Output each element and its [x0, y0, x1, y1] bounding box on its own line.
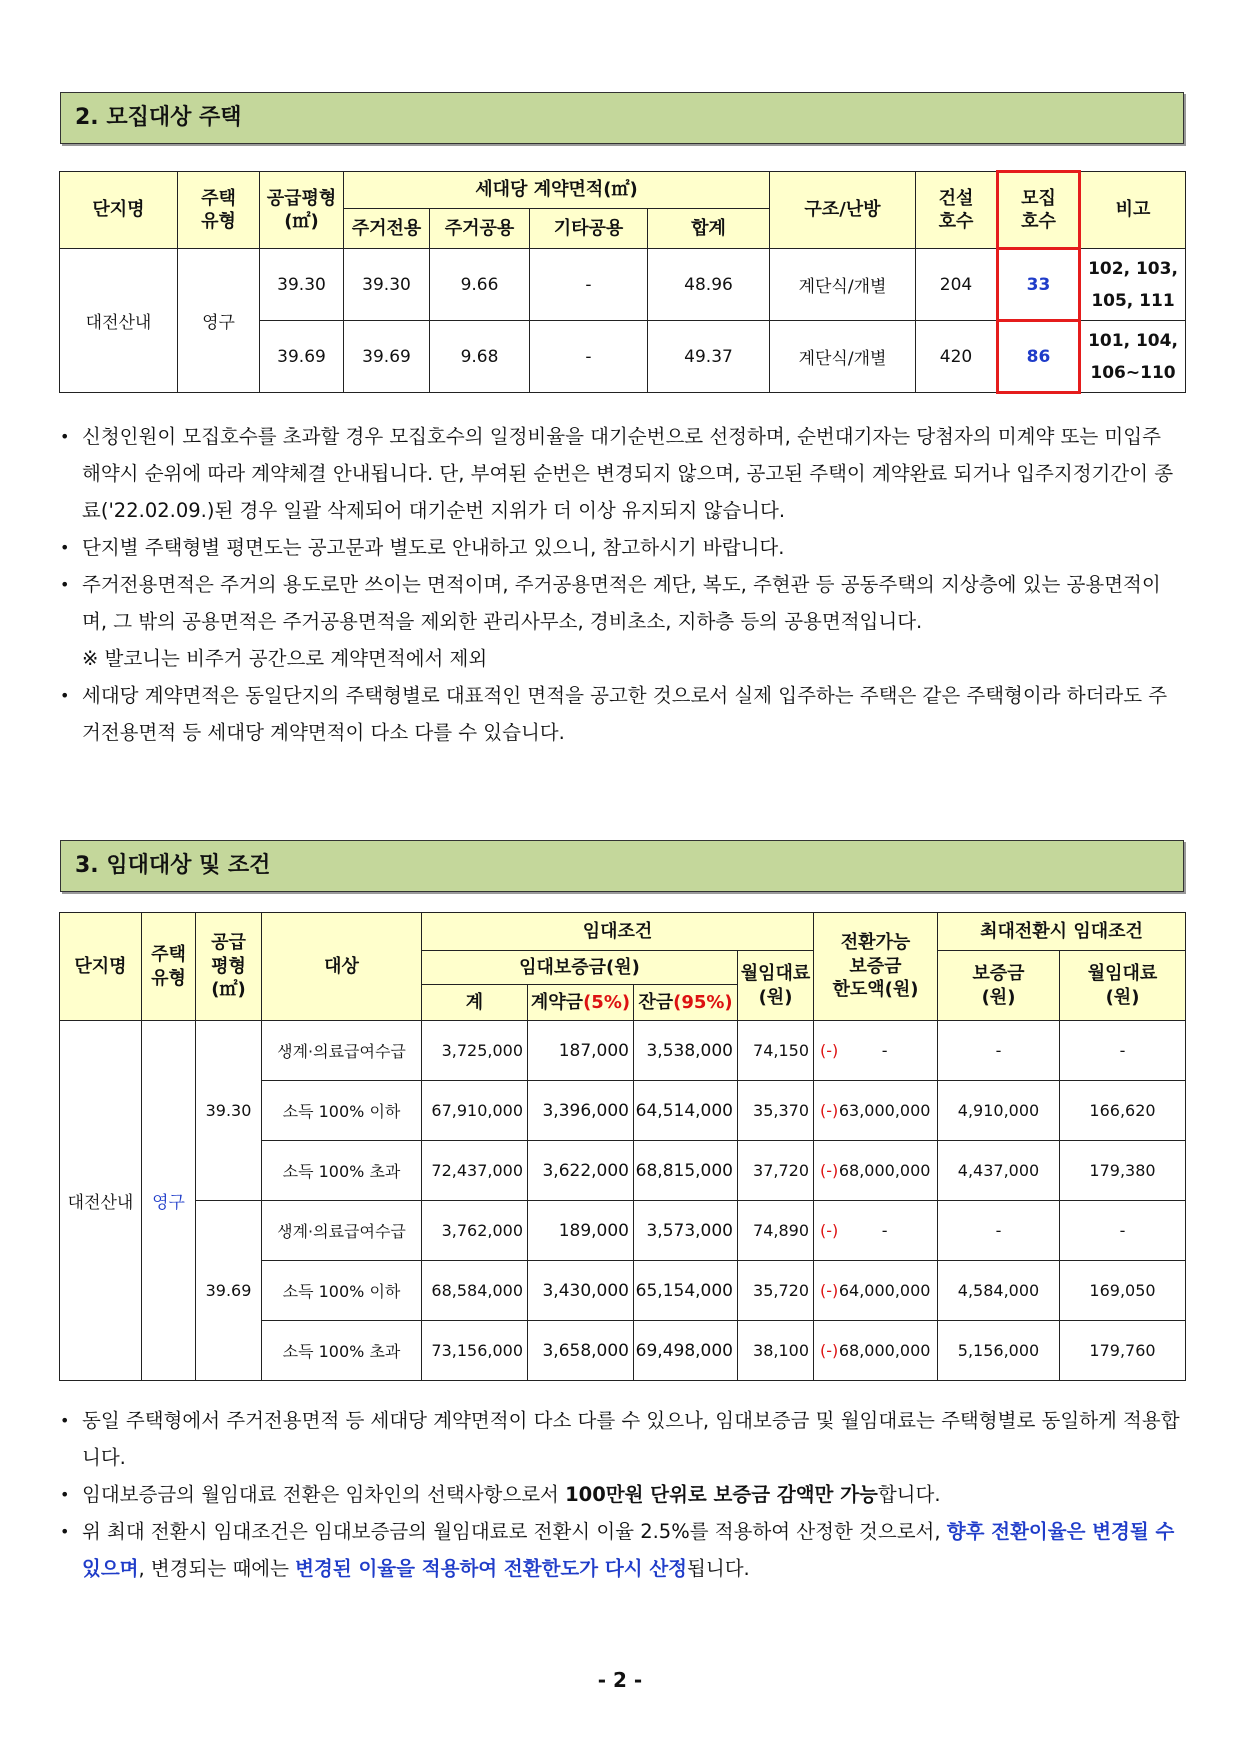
col-supply: 공급 평형 (㎡)	[196, 913, 262, 1021]
cell-convertible: (-) 68,000,000	[814, 1141, 938, 1201]
cell-convertible: (-) 63,000,000	[814, 1081, 938, 1141]
note-item: • 위 최대 전환시 임대조건은 임대보증금의 월임대료로 전환시 이율 2.5%를 적용하여 산정한 것으로서, 향후 전환이율은 변경될 수 있으며, 변경되는 때에는 변경된 이율을 적용하여 전환한도가 다시 산정됩니다.	[60, 1513, 1184, 1587]
cell-sum: 3,725,000	[422, 1021, 528, 1081]
cell-max-monthly: -	[1060, 1021, 1186, 1081]
cell-contract: 187,000	[528, 1021, 634, 1081]
note-item: • 동일 주택형에서 주거전용면적 등 세대당 계약면적이 다소 다를 수 있으나, 임대보증금 및 월임대료는 주택형별로 동일하게 적용합니다.	[60, 1402, 1184, 1476]
cell-monthly: 74,890	[738, 1201, 814, 1261]
cell-convertible: (-) 64,000,000	[814, 1261, 938, 1321]
cell-convertible: (-) -	[814, 1021, 938, 1081]
col-built: 건설 호수	[916, 172, 998, 249]
house-type: 영구	[178, 249, 260, 393]
cell-sum: 67,910,000	[422, 1081, 528, 1141]
col-target: 대상	[262, 913, 422, 1021]
cell-target: 생계·의료급여수급	[262, 1021, 422, 1081]
col-monthly: 월임대료 (원)	[738, 951, 814, 1021]
note-item: • 임대보증금의 월임대료 전환은 임차인의 선택사항으로서 100만원 단위로 보증금 감액만 가능합니다.	[60, 1476, 1184, 1513]
col-remarks: 비고	[1080, 172, 1186, 249]
cell-sum: 73,156,000	[422, 1321, 528, 1381]
note-item: • 신청인원이 모집호수를 초과할 경우 모집호수의 일정비율을 대기순번으로 선정하며, 순번대기자는 당첨자의 미계약 또는 미입주 해약시 순위에 따라 계약체결 안내됩니다. 단, 부여된 순번은 변경되지 않으며, 공고된 주택이 계약완료 되거나 입주지정기간이 종료('22.02.09.)된 경우 일괄 삭제되어 대기순번 지위가 더 이상 유지되지 않습니다.	[60, 418, 1184, 529]
house-type: 영구	[142, 1021, 196, 1381]
col-structure: 구조/난방	[770, 172, 916, 249]
col-total: 합계	[648, 209, 770, 249]
cell-balance: 68,815,000	[634, 1141, 738, 1201]
page-number: - 2 -	[597, 1668, 643, 1692]
cell-contract: 189,000	[528, 1201, 634, 1261]
cell-supply: 39.30	[196, 1021, 262, 1201]
col-contract: 계약금(5%)	[528, 985, 634, 1021]
note-item: ※ 발코니는 비주거 공간으로 계약면적에서 제외	[82, 647, 488, 670]
complex-name: 대전산내	[60, 249, 178, 393]
table-row	[60, 249, 1186, 321]
cell-contract: 3,396,000	[528, 1081, 634, 1141]
note-item: • 세대당 계약면적은 동일단지의 주택형별로 대표적인 면적을 공고한 것으로서 실제 입주하는 주택은 같은 주택형이라 하더라도 주거전용면적 등 세대당 계약면적이 다소 다를 수 있습니다.	[60, 677, 1184, 751]
col-type: 주택 유형	[178, 172, 260, 249]
col-deposit: 임대보증금(원)	[422, 951, 738, 985]
cell-supply: 39.30	[260, 249, 344, 321]
cell-convertible: (-) 68,000,000	[814, 1321, 938, 1381]
cell-recruit: 86	[998, 321, 1080, 393]
cell-max-monthly: 166,620	[1060, 1081, 1186, 1141]
cell-contract: 3,622,000	[528, 1141, 634, 1201]
table-row	[60, 1021, 1186, 1081]
recruit-housing-table	[59, 170, 1186, 394]
cell-balance: 64,514,000	[634, 1081, 738, 1141]
section2-title: 2. 모집대상 주택	[60, 92, 1184, 144]
col-type: 주택 유형	[142, 913, 196, 1021]
col-max-conv: 최대전환시 임대조건	[938, 913, 1186, 951]
cell-contract: 3,658,000	[528, 1321, 634, 1381]
cell-max-deposit: 5,156,000	[938, 1321, 1060, 1381]
cell-built: 420	[916, 321, 998, 393]
col-balance: 잔금(95%)	[634, 985, 738, 1021]
cell-max-monthly: 169,050	[1060, 1261, 1186, 1321]
cell-max-deposit: 4,437,000	[938, 1141, 1060, 1201]
cell-max-deposit: 4,910,000	[938, 1081, 1060, 1141]
cell-target: 소득 100% 초과	[262, 1321, 422, 1381]
cell-max-monthly: -	[1060, 1201, 1186, 1261]
cell-common: 9.66	[430, 249, 530, 321]
cell-balance: 3,538,000	[634, 1021, 738, 1081]
cell-sum: 68,584,000	[422, 1261, 528, 1321]
section3-title: 3. 임대대상 및 조건	[60, 840, 1184, 892]
cell-sum: 3,762,000	[422, 1201, 528, 1261]
cell-supply: 39.69	[260, 321, 344, 393]
cell-max-deposit: -	[938, 1201, 1060, 1261]
section3-notes	[60, 1402, 1184, 1587]
cell-other: -	[530, 249, 648, 321]
cell-balance: 3,573,000	[634, 1201, 738, 1261]
col-complex: 단지명	[60, 913, 142, 1021]
cell-max-deposit: 4,584,000	[938, 1261, 1060, 1321]
col-recruit: 모집 호수	[998, 172, 1080, 249]
col-res-common: 주거공용	[430, 209, 530, 249]
col-complex: 단지명	[60, 172, 178, 249]
cell-monthly: 38,100	[738, 1321, 814, 1381]
cell-convertible: (-) -	[814, 1201, 938, 1261]
cell-structure: 계단식/개별	[770, 321, 916, 393]
cell-max-monthly: 179,380	[1060, 1141, 1186, 1201]
cell-remarks: 101, 104, 106~110	[1080, 321, 1186, 393]
note-item: • 주거전용면적은 주거의 용도로만 쓰이는 면적이며, 주거공용면적은 계단, 복도, 주현관 등 공동주택의 지상층에 있는 공용면적이며, 그 밖의 공용면적은 주거공용면적을 제외한 관리사무소, 경비초소, 지하층 등의 공용면적입니다.	[60, 566, 1184, 640]
cell-total: 48.96	[648, 249, 770, 321]
cell-structure: 계단식/개별	[770, 249, 916, 321]
col-other-common: 기타공용	[530, 209, 648, 249]
col-rent-cond: 임대조건	[422, 913, 814, 951]
cell-built: 204	[916, 249, 998, 321]
table-row	[60, 1201, 1186, 1261]
col-max-deposit: 보증금 (원)	[938, 951, 1060, 1021]
cell-max-deposit: -	[938, 1021, 1060, 1081]
cell-other: -	[530, 321, 648, 393]
col-supply: 공급평형 (㎡)	[260, 172, 344, 249]
cell-target: 소득 100% 이하	[262, 1081, 422, 1141]
cell-target: 소득 100% 이하	[262, 1261, 422, 1321]
cell-total: 49.37	[648, 321, 770, 393]
cell-target: 소득 100% 초과	[262, 1141, 422, 1201]
cell-balance: 69,498,000	[634, 1321, 738, 1381]
col-convertible: 전환가능 보증금 한도액(원)	[814, 913, 938, 1021]
rent-conditions-table	[59, 912, 1186, 1381]
cell-contract: 3,430,000	[528, 1261, 634, 1321]
section2-notes	[60, 418, 1184, 751]
cell-remarks: 102, 103, 105, 111	[1080, 249, 1186, 321]
col-sum: 계	[422, 985, 528, 1021]
cell-sum: 72,437,000	[422, 1141, 528, 1201]
col-res-exclusive: 주거전용	[344, 209, 430, 249]
complex-name: 대전산내	[60, 1021, 142, 1381]
cell-common: 9.68	[430, 321, 530, 393]
col-contract-area: 세대당 계약면적(㎡)	[344, 172, 770, 209]
cell-balance: 65,154,000	[634, 1261, 738, 1321]
cell-monthly: 37,720	[738, 1141, 814, 1201]
cell-monthly: 74,150	[738, 1021, 814, 1081]
cell-monthly: 35,370	[738, 1081, 814, 1141]
note-item: • 단지별 주택형별 평면도는 공고문과 별도로 안내하고 있으니, 참고하시기 바랍니다.	[60, 529, 1184, 566]
cell-supply: 39.69	[196, 1201, 262, 1381]
cell-exclusive: 39.69	[344, 321, 430, 393]
cell-exclusive: 39.30	[344, 249, 430, 321]
cell-target: 생계·의료급여수급	[262, 1201, 422, 1261]
cell-recruit: 33	[998, 249, 1080, 321]
col-max-monthly: 월임대료 (원)	[1060, 951, 1186, 1021]
cell-monthly: 35,720	[738, 1261, 814, 1321]
cell-max-monthly: 179,760	[1060, 1321, 1186, 1381]
